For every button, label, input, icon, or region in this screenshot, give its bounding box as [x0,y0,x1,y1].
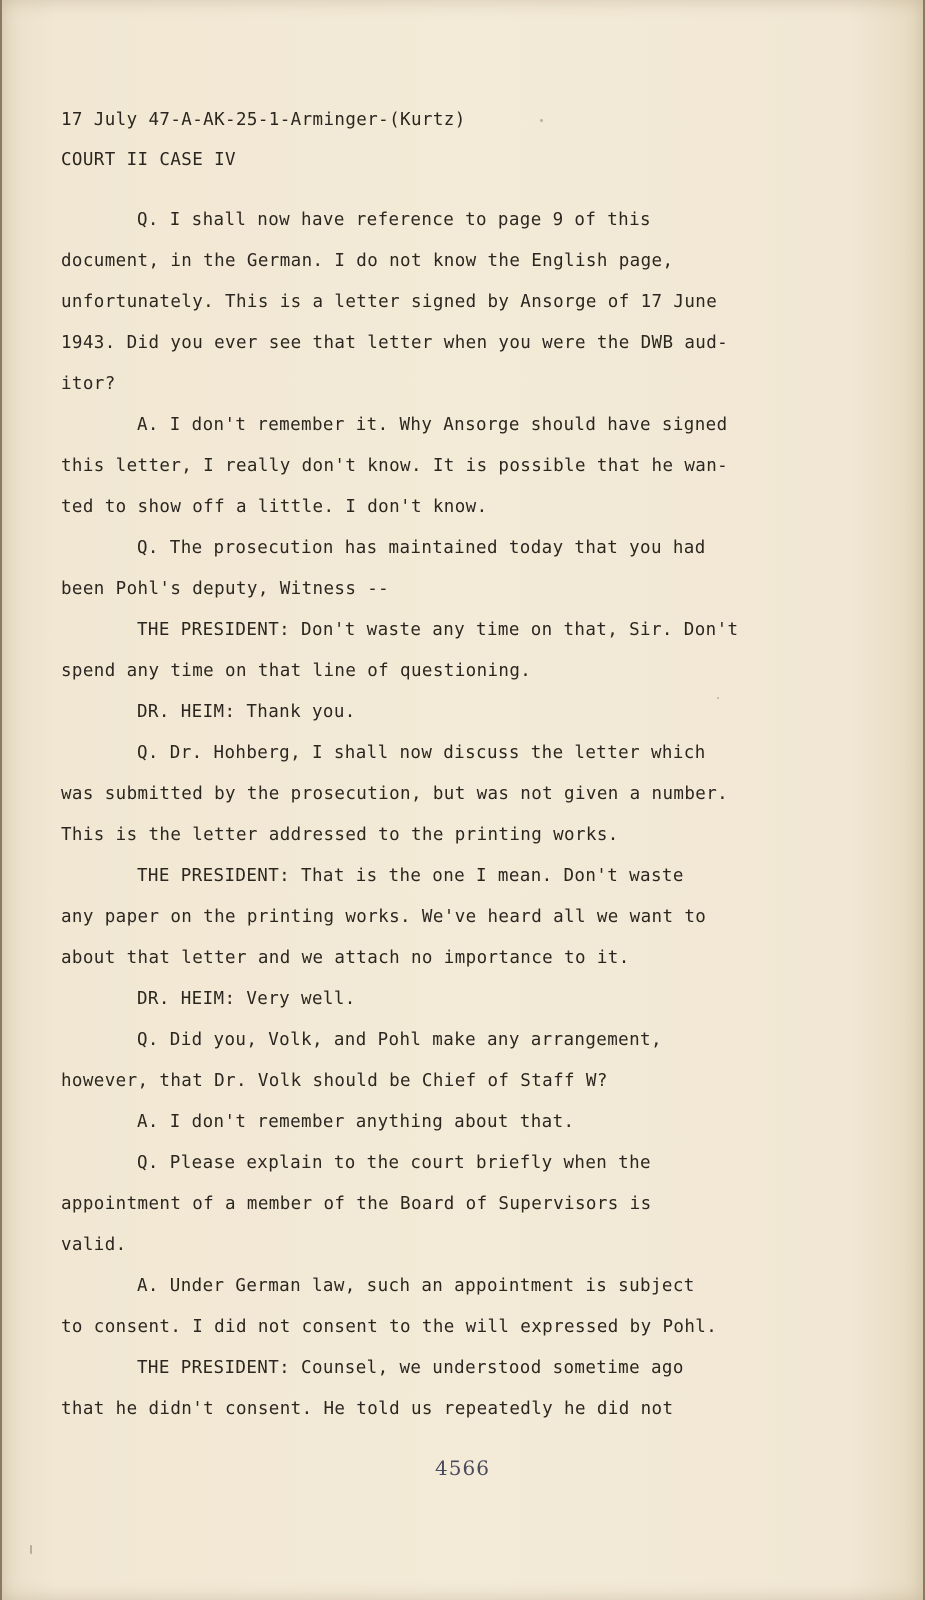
transcript-line: however, that Dr. Volk should be Chief of Staff W? [61,1071,608,1091]
transcript-line: Q. Please explain to the court briefly when the [137,1153,651,1173]
transcript-line: A. Under German law, such an appointment is subject [137,1276,695,1296]
document-page [2,0,923,1600]
transcript-line: spend any time on that line of questioning. [61,661,532,681]
transcript-line: unfortunately. This is a letter signed by Ansorge of 17 June [61,292,718,312]
transcript-line: A. I don't remember anything about that. [137,1112,575,1132]
transcript-line: any paper on the printing works. We've heard all we want to [61,907,707,927]
transcript-line: This is the letter addressed to the printing works. [61,825,619,845]
paper-speck [717,697,719,699]
transcript-line: Q. Dr. Hohberg, I shall now discuss the letter which [137,743,706,763]
transcript-line: itor? [61,374,116,394]
transcript-line: valid. [61,1235,127,1255]
transcript-line: was submitted by the prosecution, but was not given a number. [61,784,729,804]
paper-speck [540,119,543,122]
paper-speck [30,1545,32,1554]
transcript-lines [61,200,891,1430]
transcript-line: Q. Did you, Volk, and Pohl make any arrangement, [137,1030,662,1050]
document-reference: 17 July 47-A-AK-25-1-Arminger-(Kurtz) [61,110,466,130]
transcript-line: been Pohl's deputy, Witness -- [61,579,390,599]
transcript-line: about that letter and we attach no importance to it. [61,948,630,968]
court-case-heading: COURT II CASE IV [61,150,236,170]
transcript-line: DR. HEIM: Very well. [137,989,356,1009]
transcript-line: Q. The prosecution has maintained today that you had [137,538,706,558]
transcript-line: this letter, I really don't know. It is possible that he wan- [61,456,729,476]
transcript-line: that he didn't consent. He told us repeatedly he did not [61,1399,674,1419]
transcript-line: THE PRESIDENT: Don't waste any time on that, Sir. Don't [137,620,739,640]
transcript-line: appointment of a member of the Board of Supervisors is [61,1194,652,1214]
transcript-line: DR. HEIM: Thank you. [137,702,356,722]
transcript-body [61,100,891,1430]
transcript-line: 1943. Did you ever see that letter when you were the DWB aud- [61,333,729,353]
transcript-line: THE PRESIDENT: That is the one I mean. Don't waste [137,866,684,886]
transcript-line: document, in the German. I do not know the English page, [61,251,674,271]
page-number: 4566 [435,1456,490,1480]
transcript-line: A. I don't remember it. Why Ansorge should have signed [137,415,728,435]
transcript-line: Q. I shall now have reference to page 9 of this [137,210,651,230]
transcript-line: ted to show off a little. I don't know. [61,497,488,517]
transcript-line: THE PRESIDENT: Counsel, we understood sometime ago [137,1358,684,1378]
transcript-line: to consent. I did not consent to the will expressed by Pohl. [61,1317,718,1337]
